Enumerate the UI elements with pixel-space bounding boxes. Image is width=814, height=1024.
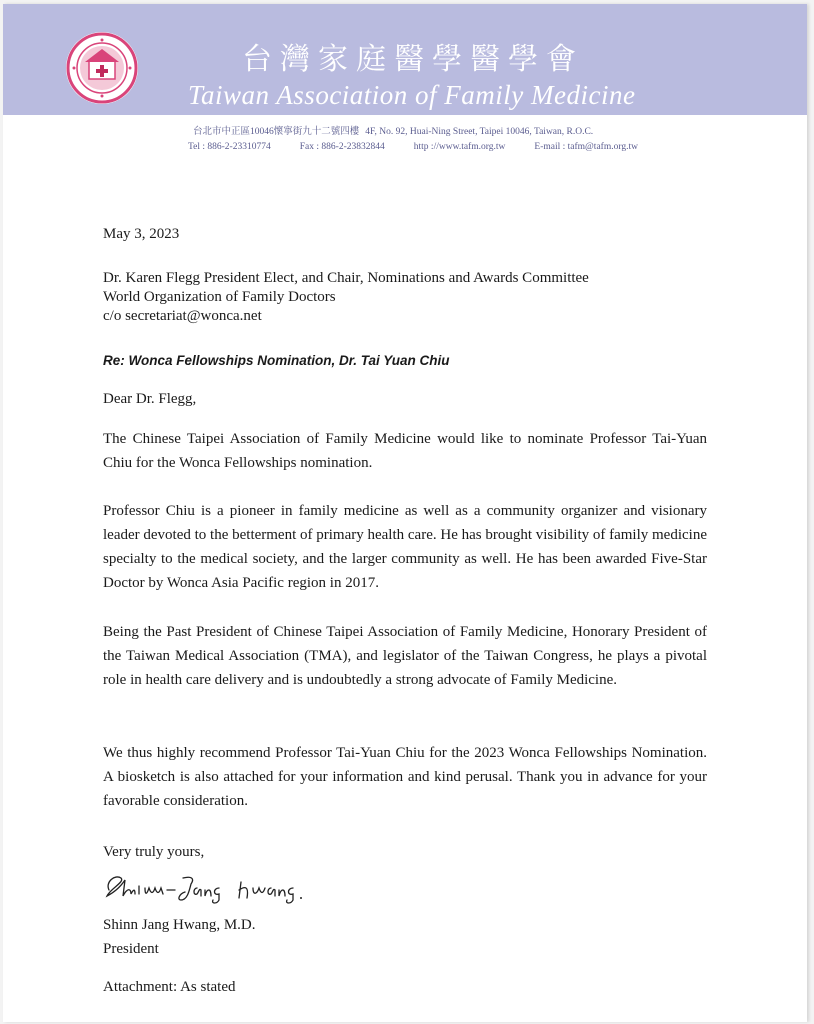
- attachment-note: Attachment: As stated: [103, 979, 236, 995]
- email-link[interactable]: E-mail : tafm@tafm.org.tw: [534, 142, 638, 152]
- website-link[interactable]: http ://www.tafm.org.tw: [413, 142, 506, 152]
- phone-row: [188, 140, 638, 155]
- signer-title: President: [103, 941, 159, 957]
- body-paragraph: Professor Chiu is a pioneer in family medicine as well as a community organizer and visionary leader devoted to the betterment of primary health care. He has brought visibility of family medicine specialty to the medical society, and the larger community as well. He has been awarded Five-Star Doctor by Wonca Asia Pacific region in 2017.: [103, 503, 707, 591]
- signer-name: Shinn Jang Hwang, M.D.: [103, 917, 256, 933]
- address-english: 4F, No. 92, Huai-Ning Street, Taipei 10046, Taiwan, R.O.C.: [365, 127, 594, 137]
- signer-block: [103, 913, 707, 961]
- association-name-chinese: 台灣家庭醫學醫學會: [242, 42, 584, 77]
- recipient-block: [103, 269, 707, 326]
- association-name-english: Taiwan Association of Family Medicine: [188, 80, 636, 110]
- association-logo: [65, 31, 139, 105]
- subject-line: Re: Wonca Fellowships Nomination, Dr. Tai Yuan Chiu: [103, 353, 450, 368]
- closing: Very truly yours,: [103, 844, 205, 860]
- telephone: Tel : 886-2-23310774: [188, 142, 271, 152]
- address-row: [188, 125, 638, 140]
- letter-date: May 3, 2023: [103, 226, 180, 242]
- handwritten-signature: [101, 866, 331, 906]
- body-paragraph: The Chinese Taipei Association of Family Medicine would like to nominate Professor Tai-Yuan Chiu for the Wonca Fellowships nomination.: [103, 431, 707, 471]
- fax: Fax : 886-2-23832844: [299, 142, 385, 152]
- contact-info: [188, 125, 638, 155]
- letterhead-banner: [3, 4, 807, 115]
- letter-page: [3, 4, 807, 1022]
- salutation: Dear Dr. Flegg,: [103, 391, 197, 407]
- body-paragraph: Being the Past President of Chinese Taipei Association of Family Medicine, Honorary President of the Taiwan Medical Association (TMA), and legislator of the Taiwan Congress, he plays a pivotal role in health care delivery and is undoubtedly a strong advocate of Family Medicine.: [103, 624, 707, 688]
- recipient-line: Dr. Karen Flegg President Elect, and Chair, Nominations and Awards Committee: [103, 270, 589, 286]
- recipient-line: c/o secretariat@wonca.net: [103, 308, 262, 324]
- body-paragraph: We thus highly recommend Professor Tai-Yuan Chiu for the 2023 Wonca Fellowships Nomination. A biosketch is also attached for your information and kind perusal. Thank you in advance for your favorable consideration.: [103, 745, 707, 809]
- address-chinese: 台北市中正區10046懷寧街九十二號四樓: [193, 127, 360, 137]
- recipient-line: World Organization of Family Doctors: [103, 289, 336, 305]
